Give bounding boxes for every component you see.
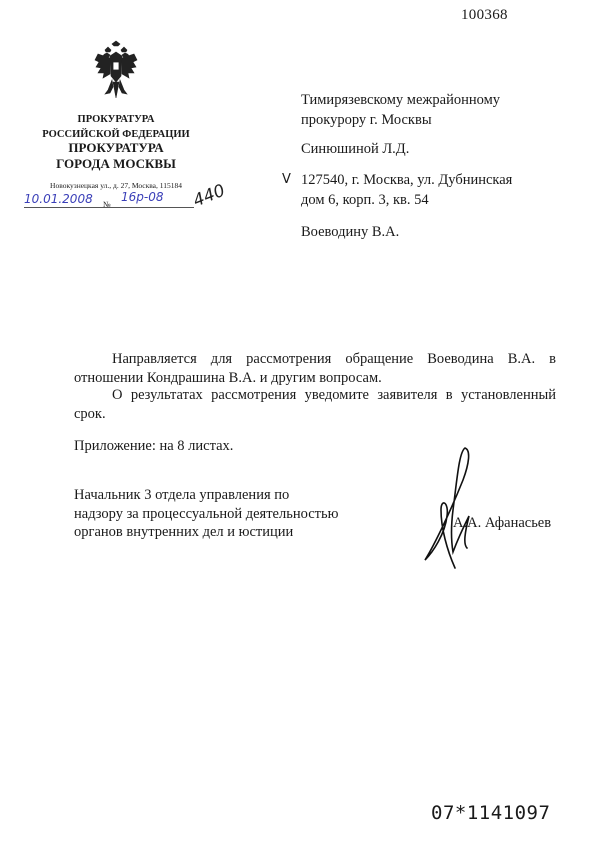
handwritten-date: 10.01.2008 xyxy=(24,192,93,206)
check-mark: V xyxy=(282,172,291,187)
recipient-prosecutor xyxy=(301,90,500,130)
address-line2: дом 6, корп. 3, кв. 54 xyxy=(301,192,429,208)
recipient-person2: Воеводину В.А. xyxy=(301,224,400,240)
recipient-address xyxy=(301,170,512,210)
sender-org-federal xyxy=(30,112,202,142)
body-paragraph2: О результатах рассмотрения уведомите заявителя в установленный срок. xyxy=(74,387,556,422)
signatory-name: А.А. Афанасьев xyxy=(453,515,552,531)
recipient-person1: Синюшиной Л.Д. xyxy=(301,141,410,157)
handwritten-mark: 440 xyxy=(190,180,229,212)
attachment-note: Приложение: на 8 листах. xyxy=(74,438,234,454)
document-number: 100368 xyxy=(461,7,508,23)
sender-line3: ПРОКУРАТУРА xyxy=(68,140,164,155)
signatory-line1: Начальник 3 отдела управления по xyxy=(74,487,290,503)
address-line1: 127540, г. Москва, ул. Дубнинская xyxy=(301,172,513,188)
handwritten-reg-number: 16р-08 xyxy=(121,190,164,204)
recipient-line2: прокурору г. Москвы xyxy=(301,112,432,128)
handwritten-signature xyxy=(405,440,505,570)
sender-org-moscow xyxy=(30,140,202,172)
sender-line4: ГОРОДА МОСКВЫ xyxy=(56,156,176,171)
sender-address: Новокузнецкая ул., д. 27, Москва, 115184 xyxy=(50,181,182,190)
double-headed-eagle-icon xyxy=(93,40,139,102)
sender-line1: ПРОКУРАТУРА xyxy=(77,114,155,125)
signatory-line3: органов внутренних дел и юстиции xyxy=(74,524,294,540)
signatory-line2: надзору за процессуальной деятельностью xyxy=(74,505,339,522)
sender-line2: РОССИЙСКОЙ ФЕДЕРАЦИИ xyxy=(42,129,190,140)
footer-code: 07*1141097 xyxy=(431,802,551,824)
signatory-title xyxy=(74,486,338,542)
recipient-line1: Тимирязевскому межрайонному xyxy=(301,92,501,108)
body-paragraph1: Направляется для рассмотрения обращение Воеводина В.А. в отношении Кондрашина В.А. и другим вопросам. xyxy=(74,351,556,386)
number-sign: № xyxy=(103,200,111,209)
